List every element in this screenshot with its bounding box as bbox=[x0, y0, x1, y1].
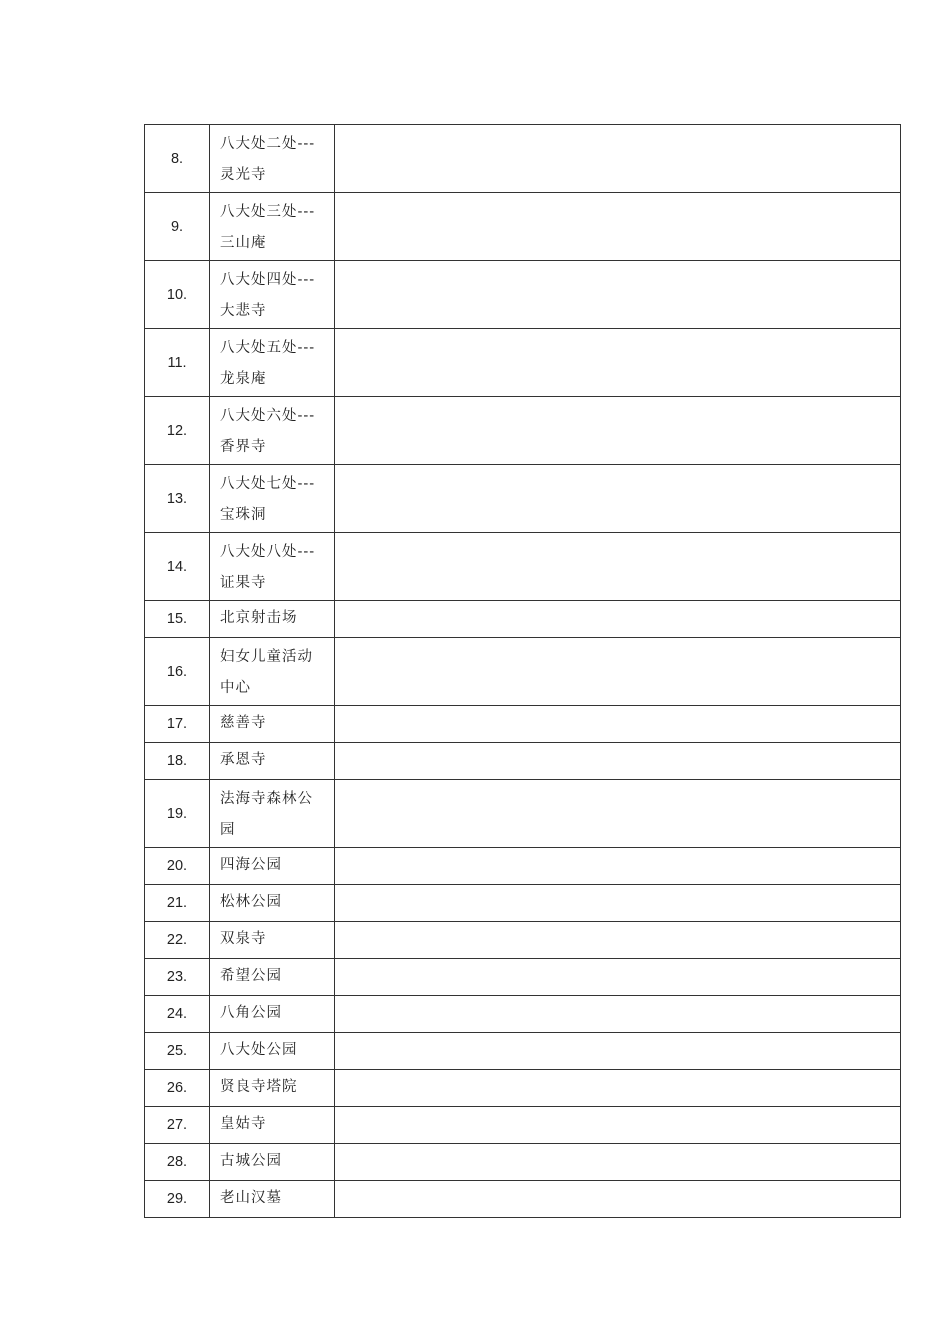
table-row bbox=[145, 885, 901, 922]
empty-cell bbox=[335, 601, 901, 638]
site-name-cell bbox=[210, 848, 335, 885]
site-name-cell bbox=[210, 261, 335, 329]
empty-cell bbox=[335, 1144, 901, 1181]
table-row bbox=[145, 125, 901, 193]
site-name-line: 宝珠洞 bbox=[220, 507, 267, 523]
site-name-line: 八大处七处--- bbox=[220, 476, 316, 492]
row-number: 12. bbox=[145, 397, 210, 465]
table-row bbox=[145, 638, 901, 706]
site-name-line: 老山汉墓 bbox=[220, 1190, 282, 1206]
row-number: 19. bbox=[145, 780, 210, 848]
site-name-line: 贤良寺塔院 bbox=[220, 1079, 298, 1095]
table-row bbox=[145, 193, 901, 261]
empty-cell bbox=[335, 959, 901, 996]
empty-cell bbox=[335, 996, 901, 1033]
row-number: 14. bbox=[145, 533, 210, 601]
table-row bbox=[145, 706, 901, 743]
site-name-cell bbox=[210, 638, 335, 706]
site-name-cell bbox=[210, 329, 335, 397]
empty-cell bbox=[335, 1070, 901, 1107]
table-row bbox=[145, 465, 901, 533]
row-number: 27. bbox=[145, 1107, 210, 1144]
site-name-line: 希望公园 bbox=[220, 968, 282, 984]
empty-cell bbox=[335, 533, 901, 601]
site-name-line: 八角公园 bbox=[220, 1005, 282, 1021]
site-name-line: 皇姑寺 bbox=[220, 1116, 267, 1132]
site-name-line: 三山庵 bbox=[220, 235, 267, 251]
row-number: 28. bbox=[145, 1144, 210, 1181]
empty-cell bbox=[335, 743, 901, 780]
empty-cell bbox=[335, 638, 901, 706]
site-name-cell bbox=[210, 996, 335, 1033]
site-name-cell bbox=[210, 959, 335, 996]
sites-table-body bbox=[145, 125, 901, 1218]
site-name-line: 四海公园 bbox=[220, 857, 282, 873]
table-row bbox=[145, 1033, 901, 1070]
site-name-line: 中心 bbox=[220, 680, 251, 696]
site-name-line: 八大处公园 bbox=[220, 1042, 298, 1058]
site-name-cell bbox=[210, 533, 335, 601]
site-name-line: 香界寺 bbox=[220, 439, 267, 455]
table-row bbox=[145, 1181, 901, 1218]
table-row bbox=[145, 1070, 901, 1107]
site-name-line: 北京射击场 bbox=[220, 610, 298, 626]
table-row bbox=[145, 996, 901, 1033]
empty-cell bbox=[335, 125, 901, 193]
table-row bbox=[145, 848, 901, 885]
row-number: 10. bbox=[145, 261, 210, 329]
table-row bbox=[145, 922, 901, 959]
site-name-cell bbox=[210, 743, 335, 780]
table-row bbox=[145, 329, 901, 397]
site-name-cell bbox=[210, 1070, 335, 1107]
site-name-cell bbox=[210, 885, 335, 922]
empty-cell bbox=[335, 1107, 901, 1144]
empty-cell bbox=[335, 1181, 901, 1218]
site-name-line: 八大处二处--- bbox=[220, 136, 316, 152]
table-row bbox=[145, 959, 901, 996]
site-name-line: 八大处八处--- bbox=[220, 544, 316, 560]
site-name-line: 松林公园 bbox=[220, 894, 282, 910]
empty-cell bbox=[335, 885, 901, 922]
table-row bbox=[145, 1144, 901, 1181]
row-number: 23. bbox=[145, 959, 210, 996]
row-number: 25. bbox=[145, 1033, 210, 1070]
site-name-line: 八大处四处--- bbox=[220, 272, 316, 288]
row-number: 11. bbox=[145, 329, 210, 397]
empty-cell bbox=[335, 1033, 901, 1070]
table-row bbox=[145, 1107, 901, 1144]
row-number: 17. bbox=[145, 706, 210, 743]
sites-table bbox=[144, 124, 901, 1218]
site-name-cell bbox=[210, 1181, 335, 1218]
row-number: 29. bbox=[145, 1181, 210, 1218]
table-row bbox=[145, 397, 901, 465]
site-name-line: 慈善寺 bbox=[220, 715, 267, 731]
row-number: 18. bbox=[145, 743, 210, 780]
site-name-cell bbox=[210, 1107, 335, 1144]
site-name-line: 八大处三处--- bbox=[220, 204, 316, 220]
empty-cell bbox=[335, 193, 901, 261]
table-row bbox=[145, 533, 901, 601]
empty-cell bbox=[335, 465, 901, 533]
row-number: 22. bbox=[145, 922, 210, 959]
site-name-line: 八大处五处--- bbox=[220, 340, 316, 356]
table-row bbox=[145, 601, 901, 638]
site-name-line: 园 bbox=[220, 822, 236, 838]
empty-cell bbox=[335, 706, 901, 743]
row-number: 26. bbox=[145, 1070, 210, 1107]
row-number: 8. bbox=[145, 125, 210, 193]
site-name-line: 法海寺森林公 bbox=[220, 791, 313, 807]
site-name-line: 八大处六处--- bbox=[220, 408, 316, 424]
row-number: 20. bbox=[145, 848, 210, 885]
row-number: 15. bbox=[145, 601, 210, 638]
site-name-line: 妇女儿童活动 bbox=[220, 649, 313, 665]
table-row bbox=[145, 743, 901, 780]
row-number: 9. bbox=[145, 193, 210, 261]
empty-cell bbox=[335, 848, 901, 885]
site-name-line: 古城公园 bbox=[220, 1153, 282, 1169]
site-name-cell bbox=[210, 780, 335, 848]
site-name-line: 承恩寺 bbox=[220, 752, 267, 768]
site-name-cell bbox=[210, 397, 335, 465]
row-number: 13. bbox=[145, 465, 210, 533]
site-name-cell bbox=[210, 193, 335, 261]
site-name-cell bbox=[210, 465, 335, 533]
row-number: 16. bbox=[145, 638, 210, 706]
empty-cell bbox=[335, 261, 901, 329]
site-name-cell bbox=[210, 601, 335, 638]
empty-cell bbox=[335, 329, 901, 397]
site-name-cell bbox=[210, 706, 335, 743]
site-name-cell bbox=[210, 922, 335, 959]
site-name-line: 龙泉庵 bbox=[220, 371, 267, 387]
site-name-cell bbox=[210, 125, 335, 193]
row-number: 21. bbox=[145, 885, 210, 922]
site-name-line: 证果寺 bbox=[220, 575, 267, 591]
row-number: 24. bbox=[145, 996, 210, 1033]
empty-cell bbox=[335, 922, 901, 959]
site-name-cell bbox=[210, 1033, 335, 1070]
site-name-line: 大悲寺 bbox=[220, 303, 267, 319]
site-name-line: 灵光寺 bbox=[220, 167, 267, 183]
table-row bbox=[145, 261, 901, 329]
empty-cell bbox=[335, 780, 901, 848]
empty-cell bbox=[335, 397, 901, 465]
table-row bbox=[145, 780, 901, 848]
site-name-line: 双泉寺 bbox=[220, 931, 267, 947]
site-name-cell bbox=[210, 1144, 335, 1181]
